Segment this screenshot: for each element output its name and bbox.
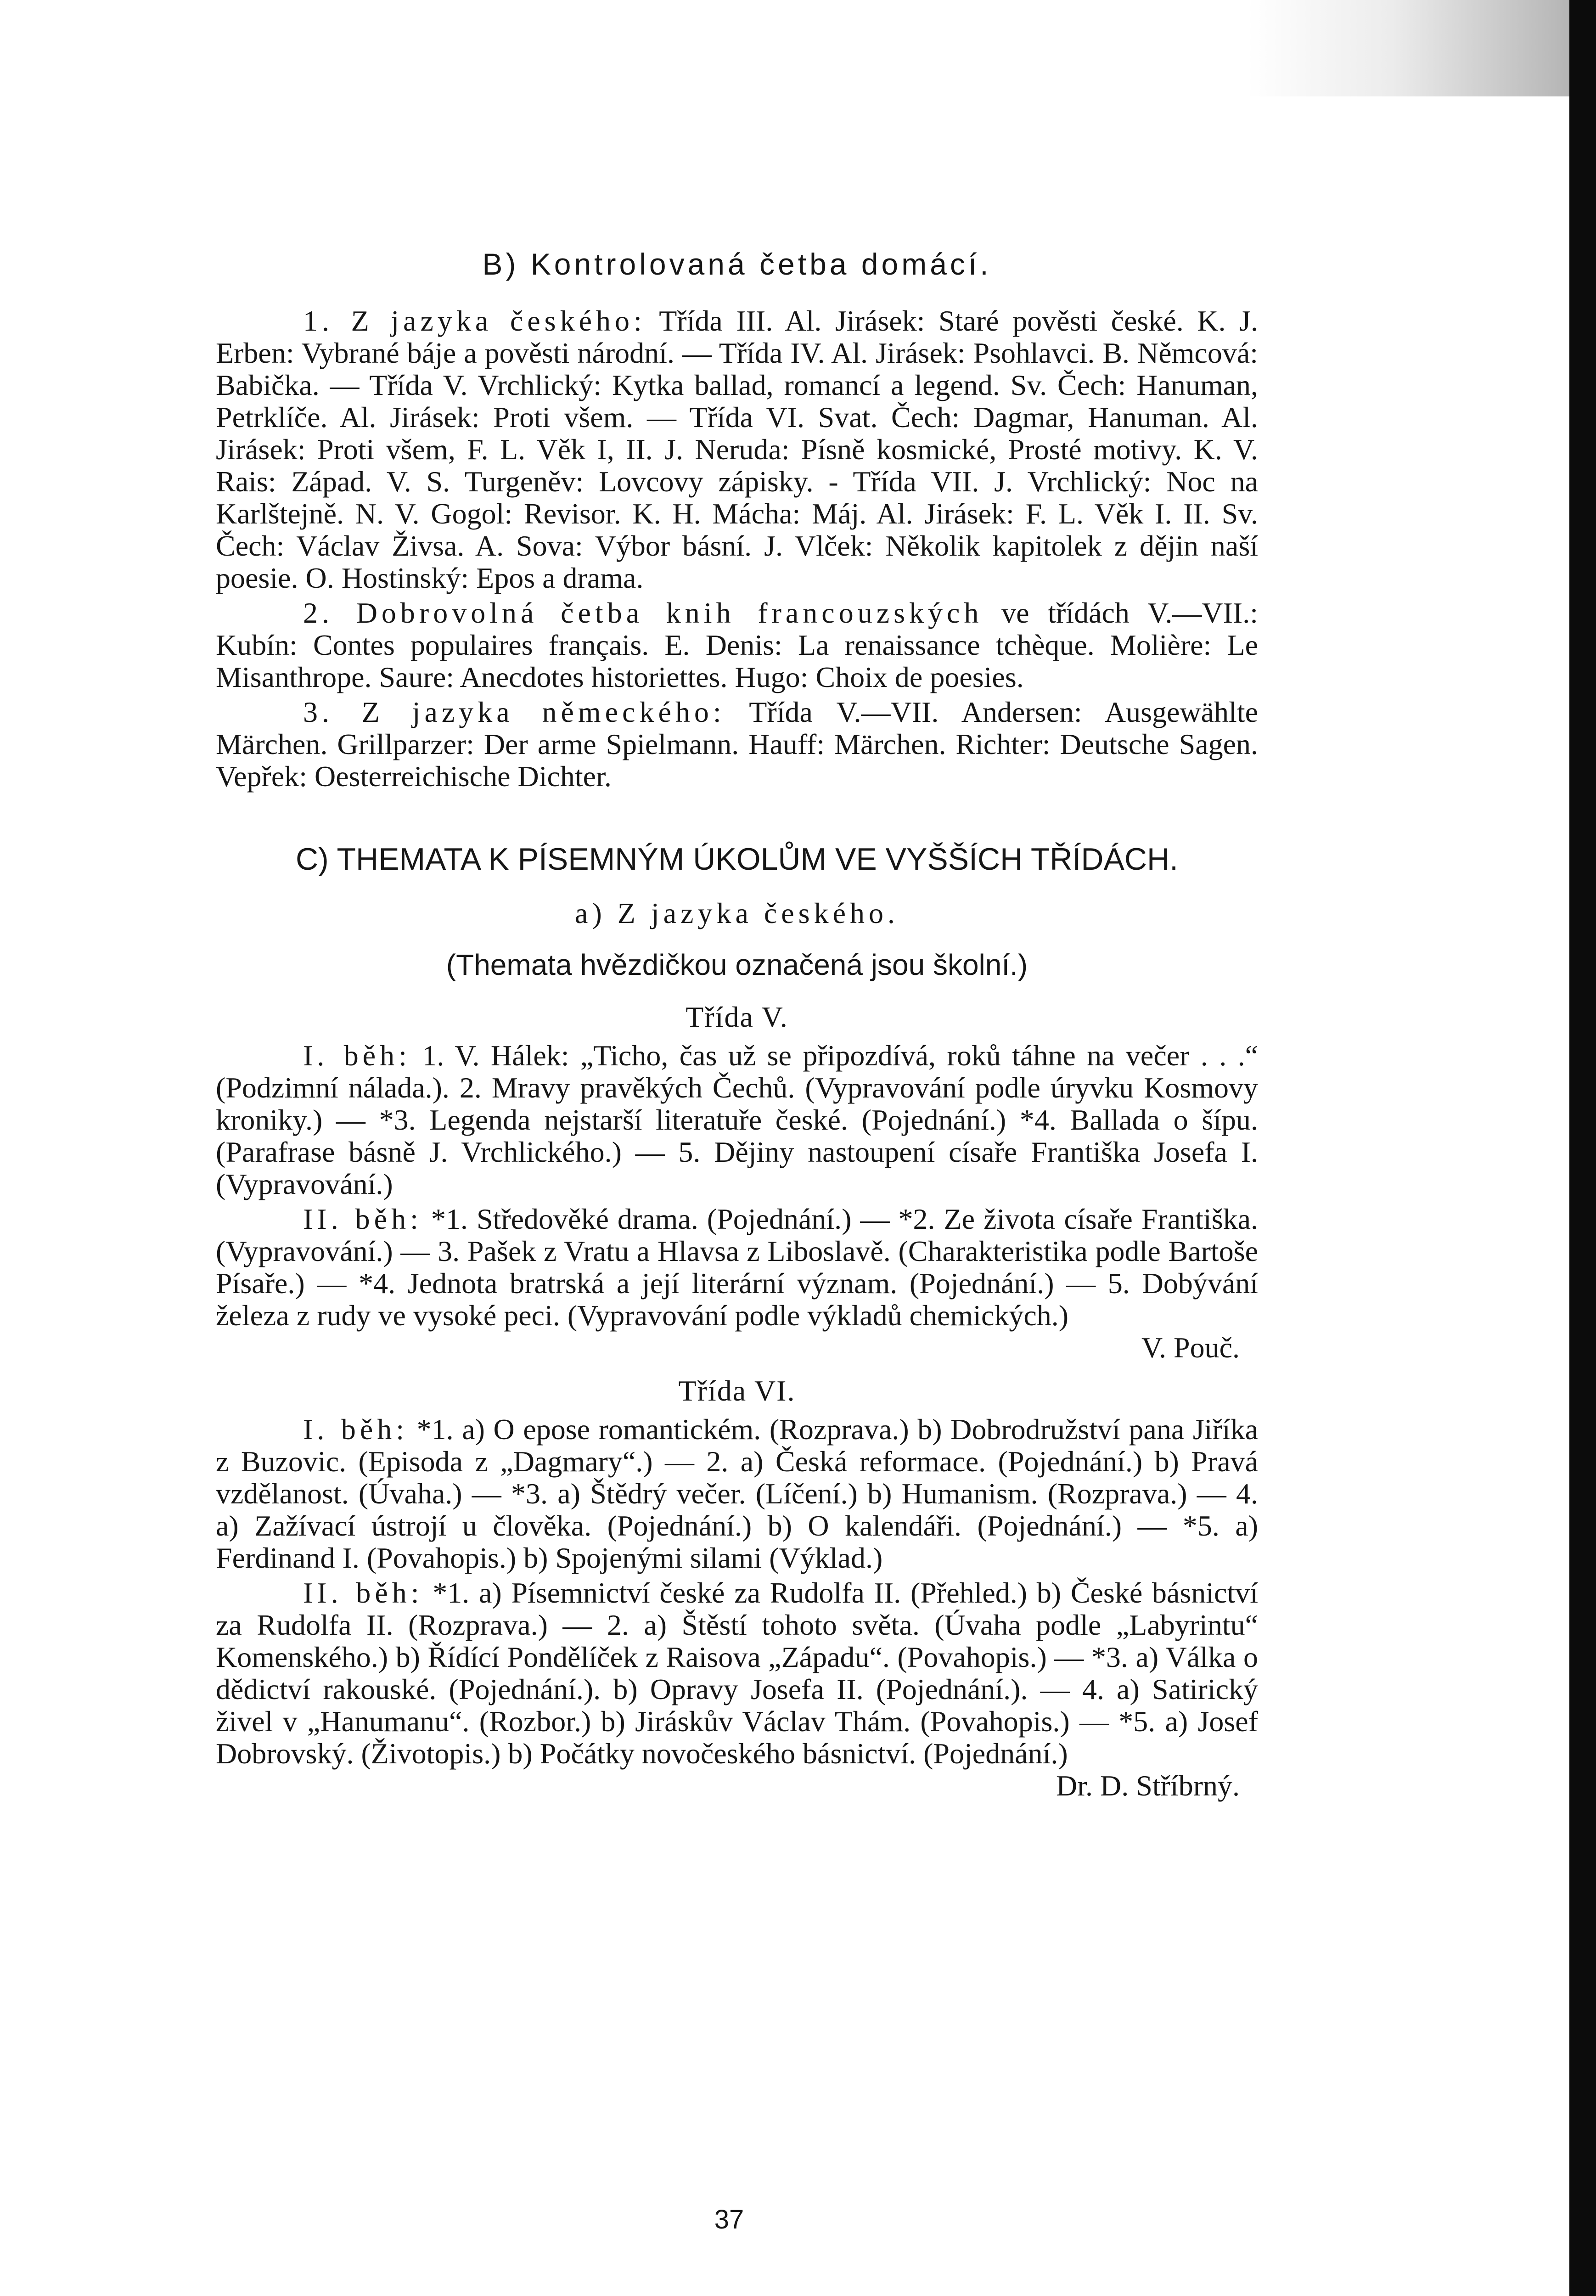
class-5-beh-2-label: II. běh: bbox=[303, 1203, 422, 1235]
page-number: 37 bbox=[714, 2205, 744, 2234]
class-5-title: Třída V. bbox=[686, 1001, 788, 1033]
item-1-label: 1. Z jazyka českého: bbox=[303, 304, 646, 337]
section-c-heading: C) THEMATA K PÍSEMNÝM ÚKOLŮM VE VYŠŠÍCH TŘÍDÁCH. bbox=[296, 842, 1178, 877]
scan-edge bbox=[1569, 0, 1596, 2296]
class-5-beh-1 bbox=[216, 1040, 1258, 1200]
class-6-title: Třída VI. bbox=[678, 1374, 796, 1407]
class-6-beh-2 bbox=[216, 1577, 1258, 1770]
class-6-beh-2-text: *1. a) Písemnictví české za Rudolfa II. (Přehled.) b) České básnictví za Rudolfa II. (Rozprava.) — 2. a) Štěstí tohoto světa. (Úvaha podle „Labyrintu“ Komenského.) b) Řídící Pondělíček z Raisova „Západu“. (Povahopis.) — *3. a) Válka o dědictví rakouské. (Pojednání.). b) Opravy Josefa II. (Pojednání.). — 4. a) Satirický živel v „Hanumanu“. (Rozbor.) b) Jiráskův Václav Thám. (Povahopis.) — *5. a) Josef Dobrovský. (Životopis.) b) Počátky novočeského básnictví. (Pojednání.) bbox=[216, 1576, 1259, 1770]
item-2-text: ve třídách V.—VII.: Kubín: Contes populaires français. E. Denis: La renaissance tchèque. Molière: Le Misanthrope. Saure: Anecdotes historiettes. Hugo: Choix de poesies. bbox=[216, 597, 1258, 693]
section-c-note: (Themata hvězdičkou označená jsou školní.) bbox=[446, 948, 1028, 981]
class-6-beh-1-text: *1. a) O epose romantickém. (Rozprava.) b) Dobrodružství pana Jiříka z Buzovic. (Episoda z „Dagmary“.) — 2. a) Česká reformace. (Pojednání.) b) Pravá vzdělanost. (Úvaha.) — *3. a) Štědrý večer. (Líčení.) b) Humanism. (Rozprava.) — 4. a) Zažívací ústrojí u člověka. (Pojednání.) b) O kalendáři. (Pojednání.) — *5. a) Ferdinand I. (Povahopis.) b) Spojenými silami (Výklad.) bbox=[216, 1413, 1259, 1574]
class-5-beh-1-text: 1. V. Hálek: „Ticho, čas už se připozdívá, roků táhne na večer . . .“ (Podzimní nálada.). 2. Mravy pravěkých Čechů. (Vypravování podle úryvku Kosmovy kroniky.) — *3. Legenda nejstarší literatuře české. (Pojednání.) *4. Ballada o šípu. (Parafrase básně J. Vrchlického.) — 5. Dějiny nastoupení císaře Františka Josefa I. (Vypravování.) bbox=[216, 1039, 1259, 1200]
item-2-label: 2. Dobrovolná četba knih francouzských bbox=[303, 597, 983, 629]
section-b-heading: B) Kontrolovaná četba domácí. bbox=[482, 247, 992, 281]
class-5-signature: V. Pouč. bbox=[1141, 1331, 1240, 1364]
page-body bbox=[216, 248, 1258, 1802]
class-5-beh-2 bbox=[216, 1203, 1258, 1332]
class-6-beh-1-label: I. běh: bbox=[303, 1413, 409, 1446]
reading-item-2 bbox=[216, 597, 1258, 693]
item-3-text: Třída V.—VII. Andersen: Ausgewählte Märchen. Grillparzer: Der arme Spielmann. Hauff: Märchen. Richter: Deutsche Sagen. Vepřek: Oesterreichische Dichter. bbox=[216, 696, 1259, 793]
class-5-beh-1-label: I. běh: bbox=[303, 1039, 411, 1072]
class-6-beh-2-label: II. běh: bbox=[303, 1576, 423, 1609]
reading-item-1 bbox=[216, 305, 1258, 594]
class-6-beh-1 bbox=[216, 1413, 1258, 1574]
item-3-label: 3. Z jazyka německého: bbox=[303, 696, 725, 728]
scan-shadow bbox=[1248, 0, 1569, 96]
class-6-signature: Dr. D. Stříbrný. bbox=[1056, 1769, 1240, 1802]
class-5-beh-2-text: *1. Středověké drama. (Pojednání.) — *2. Ze života císaře Františka. (Vypravování.) — 3. Pašek z Vratu a Hlavsa z Liboslavě. (Charakteristika podle Bartoše Písaře.) — *4. Jednota bratrská a její literární význam. (Pojednání.) — 5. Dobývání železa z rudy ve vysoké peci. (Vypravování podle výkladů chemických.) bbox=[216, 1203, 1259, 1332]
item-1-text: Třída III. Al. Jirásek: Staré pověsti české. K. J. Erben: Vybrané báje a pověsti národní. — Třída IV. Al. Jirásek: Psohlavci. B. Němcová: Babička. — Třída V. Vrchlický: Kytka ballad, romancí a legend. Sv. Čech: Hanuman, Petrklíče. Al. Jirásek: Proti všem. — Třída VI. Svat. Čech: Dagmar, Hanuman. Al. Jirásek: Proti všem, F. L. Věk I, II. J. Neruda: Písně kosmické, Prosté motivy. K. V. Rais: Západ. V. S. Turgeněv: Lovcovy zápisky. - Třída VII. J. Vrchlický: Noc na Karlštejně. N. V. Gogol: Revisor. K. H. Mácha: Máj. Al. Jirásek: F. L. Věk I. II. Sv. Čech: Václav Živsa. A. Sova: Výbor básní. J. Vlček: Několik kapitolek z dějin naší poesie. O. Hostinský: Epos a drama. bbox=[216, 304, 1259, 594]
reading-item-3 bbox=[216, 696, 1258, 793]
section-c-subheading: a) Z jazyka českého. bbox=[575, 897, 899, 929]
